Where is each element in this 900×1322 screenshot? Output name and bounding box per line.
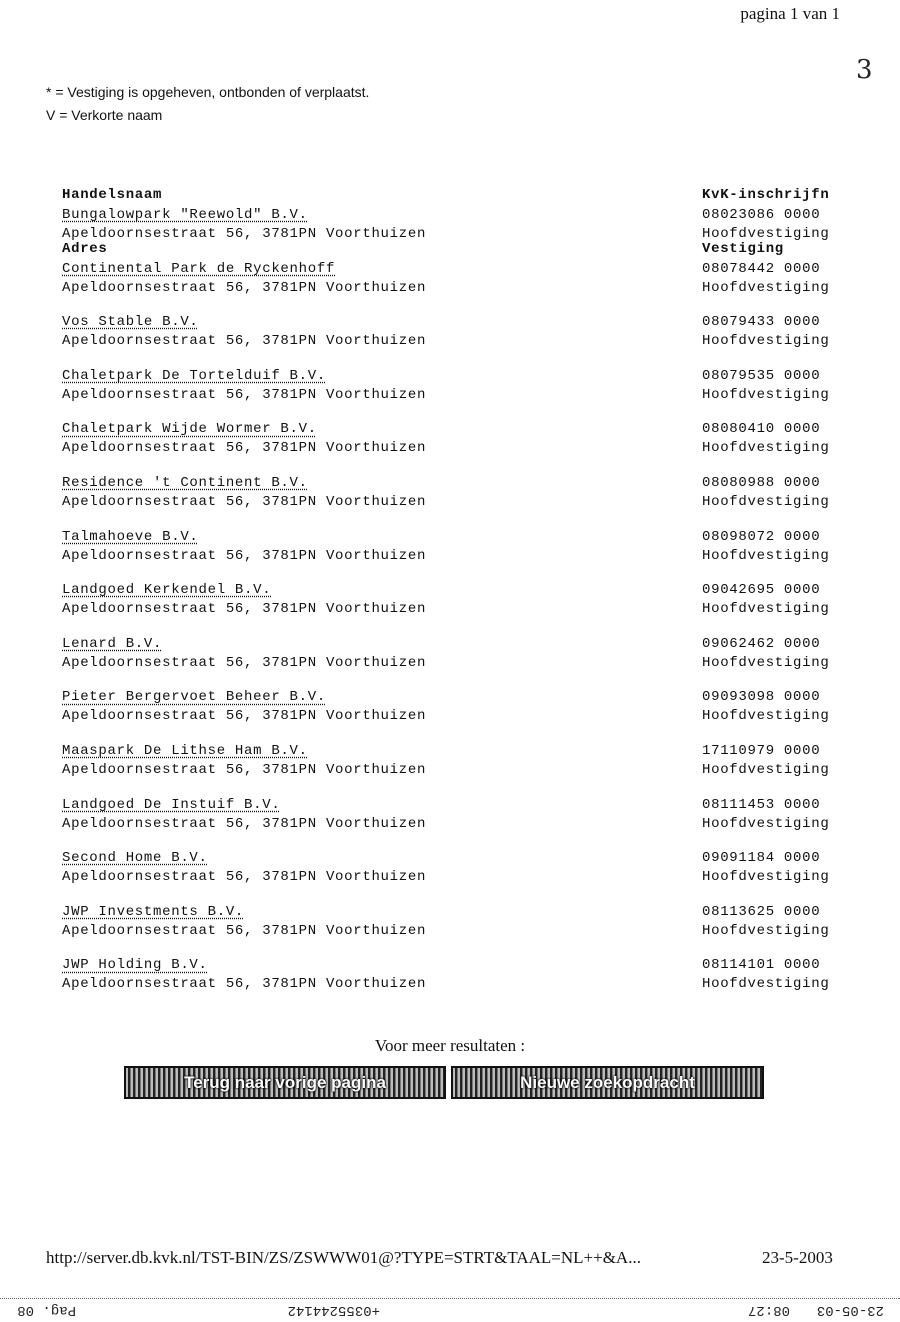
- result-row: [62, 903, 852, 957]
- fax-number: +0355244142: [287, 1302, 380, 1318]
- company-name-link[interactable]: Lenard B.V.: [62, 635, 163, 652]
- result-left: [62, 849, 426, 887]
- fax-divider: [0, 1298, 900, 1299]
- company-address: Apeldoornsestraat 56, 3781PN Voorthuizen: [62, 815, 427, 832]
- result-right: [702, 581, 829, 619]
- result-right: [702, 474, 829, 512]
- branch-type: Hoofdvestiging: [702, 279, 830, 296]
- company-name-link[interactable]: Continental Park de Ryckenhoff: [62, 260, 336, 277]
- company-address: Apeldoornsestraat 56, 3781PN Voorthuizen: [62, 708, 427, 725]
- result-row: [62, 474, 852, 528]
- result-left: [62, 796, 426, 834]
- kvk-number: 08113625 0000: [702, 903, 821, 920]
- branch-type: Hoofdvestiging: [702, 869, 830, 886]
- result-left: [62, 474, 426, 512]
- kvk-number: 08080410 0000: [702, 421, 821, 438]
- company-name-link[interactable]: Bungalowpark "Reewold" B.V.: [62, 207, 308, 223]
- company-name-link[interactable]: JWP Holding B.V.: [62, 957, 208, 974]
- result-left: [62, 367, 426, 405]
- branch-type: Hoofdvestiging: [702, 226, 830, 242]
- result-row: [62, 688, 852, 742]
- result-right: [702, 742, 829, 780]
- result-right: [702, 688, 829, 726]
- result-left: [62, 635, 426, 673]
- company-address: Apeldoornsestraat 56, 3781PN Voorthuizen: [62, 333, 427, 350]
- more-results-label: Voor meer resultaten :: [374, 1036, 526, 1055]
- company-address: Apeldoornsestraat 56, 3781PN Voorthuizen: [62, 922, 427, 939]
- kvk-number: 08111453 0000: [702, 796, 821, 813]
- kvk-number: 08098072 0000: [702, 528, 821, 545]
- result-left: [62, 581, 426, 619]
- result-row: [62, 528, 852, 582]
- result-row: [62, 367, 852, 421]
- page-url: http://server.db.kvk.nl/TST-BIN/ZS/ZSWWW01@?TYPE=STRT&TAAL=NL++&A...: [46, 1248, 641, 1267]
- result-row: [62, 849, 852, 903]
- company-address: Apeldoornsestraat 56, 3781PN Voorthuizen: [62, 440, 427, 457]
- branch-type: Hoofdvestiging: [702, 815, 830, 832]
- header-kvk-number: KvK-inschrijfn: [702, 187, 830, 203]
- result-row: [62, 796, 852, 850]
- page-number: pagina 1 van 1: [740, 4, 840, 23]
- branch-type: Hoofdvestiging: [702, 386, 830, 403]
- company-address: Apeldoornsestraat 56, 3781PN Voorthuizen: [62, 869, 427, 886]
- company-address: Apeldoornsestraat 56, 3781PN Voorthuizen: [62, 547, 427, 564]
- new-search-button[interactable]: Nieuwe zoekopdracht: [451, 1066, 764, 1099]
- result-left: [62, 206, 426, 244]
- result-right: [702, 367, 829, 405]
- results-list: [62, 206, 852, 1010]
- company-address: Apeldoornsestraat 56, 3781PN Voorthuizen: [62, 279, 427, 296]
- company-address: Apeldoornsestraat 56, 3781PN Voorthuizen: [62, 761, 427, 778]
- result-left: [62, 688, 426, 726]
- kvk-number: 09062462 0000: [702, 635, 821, 652]
- result-right: [702, 903, 829, 941]
- kvk-number: 08078442 0000: [702, 260, 821, 277]
- result-right: [702, 956, 829, 994]
- result-right: [702, 635, 829, 673]
- fax-date: 23-05-03: [816, 1302, 884, 1318]
- kvk-number: 08080988 0000: [702, 474, 821, 491]
- kvk-number: 17110979 0000: [702, 742, 821, 759]
- result-right: [702, 796, 829, 834]
- company-name-link[interactable]: JWP Investments B.V.: [62, 903, 245, 920]
- company-name-link[interactable]: Landgoed Kerkendel B.V.: [62, 582, 272, 599]
- result-row: [62, 581, 852, 635]
- fax-header-strip: [0, 1298, 900, 1322]
- result-right: [702, 849, 829, 887]
- fax-time: 08:27: [747, 1302, 790, 1318]
- branch-type: Hoofdvestiging: [702, 333, 830, 350]
- company-name-link[interactable]: Chaletpark Wijde Wormer B.V.: [62, 421, 317, 438]
- result-left: [62, 528, 426, 566]
- result-row: [62, 206, 852, 260]
- company-address: Apeldoornsestraat 56, 3781PN Voorthuizen: [62, 976, 427, 993]
- company-address: Apeldoornsestraat 56, 3781PN Voorthuizen: [62, 386, 427, 403]
- company-name-link[interactable]: Residence 't Continent B.V.: [62, 474, 308, 491]
- branch-type: Hoofdvestiging: [702, 440, 830, 457]
- company-name-link[interactable]: Vos Stable B.V.: [62, 314, 199, 331]
- result-row: [62, 956, 852, 1010]
- company-name-link[interactable]: Maaspark De Lithse Ham B.V.: [62, 742, 308, 759]
- company-address: Apeldoornsestraat 56, 3781PN Voorthuizen: [62, 226, 427, 242]
- branch-type: Hoofdvestiging: [702, 654, 830, 671]
- result-left: [62, 260, 426, 298]
- kvk-number: 08079535 0000: [702, 367, 821, 384]
- branch-type: Hoofdvestiging: [702, 547, 830, 564]
- result-right: [702, 528, 829, 566]
- branch-type: Hoofdvestiging: [702, 761, 830, 778]
- print-date: 23-5-2003: [762, 1248, 833, 1267]
- result-row: [62, 742, 852, 796]
- company-name-link[interactable]: Second Home B.V.: [62, 850, 208, 867]
- kvk-number: 08023086 0000: [702, 207, 821, 223]
- result-right: [702, 313, 829, 351]
- kvk-number: 08114101 0000: [702, 957, 821, 974]
- branch-type: Hoofdvestiging: [702, 493, 830, 510]
- company-name-link[interactable]: Chaletpark De Tortelduif B.V.: [62, 367, 326, 384]
- branch-type: Hoofdvestiging: [702, 708, 830, 725]
- result-left: [62, 313, 426, 351]
- company-address: Apeldoornsestraat 56, 3781PN Voorthuizen: [62, 601, 427, 618]
- header-adres: Adres: [62, 241, 108, 257]
- result-left: [62, 956, 426, 994]
- result-right: [702, 260, 829, 298]
- company-name-link[interactable]: Pieter Bergervoet Beheer B.V.: [62, 689, 326, 706]
- result-right: [702, 206, 829, 244]
- result-row: [62, 260, 852, 314]
- legend-line-short-name: V = Verkorte naam: [46, 107, 163, 123]
- company-address: Apeldoornsestraat 56, 3781PN Voorthuizen: [62, 654, 427, 671]
- company-name-link[interactable]: Landgoed De Instuif B.V.: [62, 796, 281, 813]
- legend-line-inactive: * = Vestiging is opgeheven, ontbonden of verplaatst.: [46, 84, 370, 100]
- result-left: [62, 903, 426, 941]
- result-left: [62, 420, 426, 458]
- result-row: [62, 420, 852, 474]
- result-left: [62, 742, 426, 780]
- result-row: [62, 313, 852, 367]
- company-name-link[interactable]: Talmahoeve B.V.: [62, 528, 199, 545]
- fax-page: Pag. 08: [17, 1302, 76, 1318]
- kvk-number: 09093098 0000: [702, 689, 821, 706]
- kvk-number: 09091184 0000: [702, 850, 821, 867]
- header-vestiging: Vestiging: [702, 241, 784, 257]
- kvk-number: 09042695 0000: [702, 582, 821, 599]
- branch-type: Hoofdvestiging: [702, 601, 830, 618]
- handwritten-mark: 3: [856, 55, 873, 85]
- kvk-number: 08079433 0000: [702, 314, 821, 331]
- result-right: [702, 420, 829, 458]
- back-button[interactable]: Terug naar vorige pagina: [124, 1066, 446, 1099]
- header-handelsnaam: Handelsnaam: [62, 187, 163, 203]
- result-row: [62, 635, 852, 689]
- company-address: Apeldoornsestraat 56, 3781PN Voorthuizen: [62, 493, 427, 510]
- branch-type: Hoofdvestiging: [702, 922, 830, 939]
- branch-type: Hoofdvestiging: [702, 976, 830, 993]
